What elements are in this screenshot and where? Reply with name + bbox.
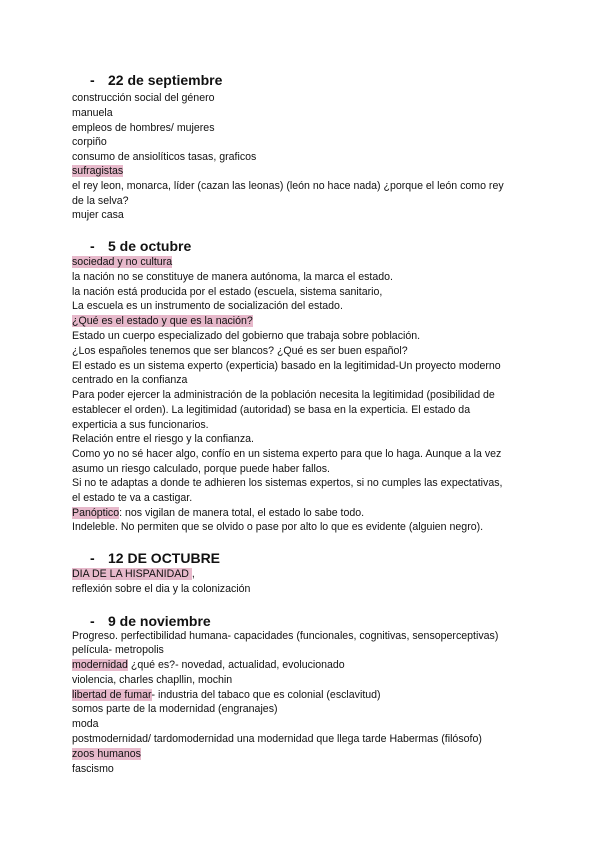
heading-text: 22 de septiembre bbox=[108, 72, 223, 88]
highlighted-text: Panóptico bbox=[72, 507, 120, 519]
bullet-dash: - bbox=[90, 550, 95, 566]
highlighted-text: sufragistas bbox=[72, 165, 124, 177]
text-line bbox=[72, 568, 195, 581]
text-line: moda bbox=[72, 718, 99, 730]
text-line: Para poder ejercer la administración de la población necesita la legitimidad (posibilidad de bbox=[72, 389, 495, 401]
text-line: ¿Los españoles tenemos que ser blancos? ¿Qué es ser buen español? bbox=[72, 345, 408, 357]
text-line: Relación entre el riesgo y la confianza. bbox=[72, 433, 254, 445]
text-line: Progreso. perfectibilidad humana- capacidades (funcionales, cognitivas, sensoperceptivas) bbox=[72, 630, 499, 642]
text-paragraph bbox=[72, 179, 528, 208]
section-heading bbox=[90, 72, 222, 88]
text-line bbox=[72, 689, 381, 702]
text-line bbox=[72, 315, 253, 328]
highlighted-text: DIA DE LA HISPANIDAD bbox=[72, 568, 192, 580]
text-fragment: Indeleble bbox=[72, 521, 116, 533]
bullet-dash: - bbox=[90, 238, 95, 254]
text-line: fascismo bbox=[72, 763, 114, 775]
text-line: consumo de ansiolíticos tasas, graficos bbox=[72, 151, 257, 163]
text-line: violencia, charles chapllin, mochin bbox=[72, 674, 233, 686]
text-line: Si no te adaptas a donde te adhieren los sistemas expertos, si no cumples las expectativas, bbox=[72, 477, 503, 489]
text-line: construcción social del género bbox=[72, 92, 215, 104]
text-line: asumo un riesgo calculado, porque puede haber fallos. bbox=[72, 463, 330, 475]
section-heading bbox=[90, 238, 191, 254]
text-line: manuela bbox=[72, 107, 113, 119]
text-line: La escuela es un instrumento de socialización del estado. bbox=[72, 300, 343, 312]
highlighted-text: ¿Qué es el estado y que es la nación? bbox=[72, 315, 253, 327]
text-line: centrado en la confianza bbox=[72, 374, 188, 386]
text-fragment: , bbox=[191, 568, 195, 580]
text-line bbox=[72, 256, 172, 269]
text-line: de la selva? bbox=[72, 194, 129, 207]
highlighted-text: libertad de fumar bbox=[72, 689, 152, 701]
bullet-dash: - bbox=[90, 613, 95, 629]
text-fragment: . No permiten que se olvido o pase por alto lo que es evidente (alguien negro). bbox=[115, 521, 484, 533]
text-line: experticia a sus funcionarios. bbox=[72, 419, 209, 431]
heading-text: 12 DE OCTUBRE bbox=[108, 550, 221, 566]
highlighted-text: sociedad y no cultura bbox=[72, 256, 173, 268]
bullet-dash: - bbox=[90, 72, 95, 88]
text-line: mujer casa bbox=[72, 209, 124, 221]
heading-text: 5 de octubre bbox=[108, 238, 192, 254]
text-line: postmodernidad/ tardomodernidad una modernidad que llega tarde Habermas (filósofo) bbox=[72, 733, 482, 745]
section-heading bbox=[90, 613, 211, 629]
text-line: corpiño bbox=[72, 136, 107, 148]
text-line bbox=[72, 165, 123, 178]
text-line: reflexión sobre el dia y la colonización bbox=[72, 583, 251, 595]
text-line bbox=[72, 521, 483, 534]
text-line: Estado un cuerpo especializado del gobierno que trabaja sobre población. bbox=[72, 330, 421, 342]
text-line: El estado es un sistema experto (experticia) basado en la legitimidad-Un proyecto moderno bbox=[72, 360, 501, 372]
text-line: el estado te va a castigar. bbox=[72, 492, 193, 504]
text-line: película- metropolis bbox=[72, 644, 164, 656]
text-line: la nación está producida por el estado (escuela, sistema sanitario, bbox=[72, 286, 383, 298]
highlighted-text: zoos humanos bbox=[72, 748, 141, 760]
text-line: empleos de hombres/ mujeres bbox=[72, 122, 215, 134]
text-line bbox=[72, 748, 141, 761]
section-heading bbox=[90, 550, 220, 566]
text-line: el rey leon, monarca, líder (cazan las leonas) (león no hace nada) ¿porque el león como rey bbox=[72, 180, 504, 192]
highlighted-text: modernidad bbox=[72, 659, 128, 671]
text-line bbox=[72, 659, 345, 672]
text-line bbox=[72, 507, 364, 520]
text-line: establecer el orden). La legitimidad (autoridad) se basa en la experticia. El estado da bbox=[72, 404, 471, 416]
text-fragment: ¿qué es?- novedad, actualidad, evolucionado bbox=[127, 659, 345, 671]
text-line: la nación no se constituye de manera autónoma, la marca el estado. bbox=[72, 271, 393, 283]
text-line: Como yo no sé hacer algo, confío en un sistema experto para que lo haga. Aunque a la vez bbox=[72, 448, 502, 460]
text-fragment: - industria del tabaco que es colonial (esclavitud) bbox=[151, 689, 381, 701]
text-line: somos parte de la modernidad (engranajes) bbox=[72, 703, 278, 715]
heading-text: 9 de noviembre bbox=[108, 613, 211, 629]
text-fragment: : nos vigilan de manera total, el estado lo sabe todo. bbox=[119, 507, 365, 519]
